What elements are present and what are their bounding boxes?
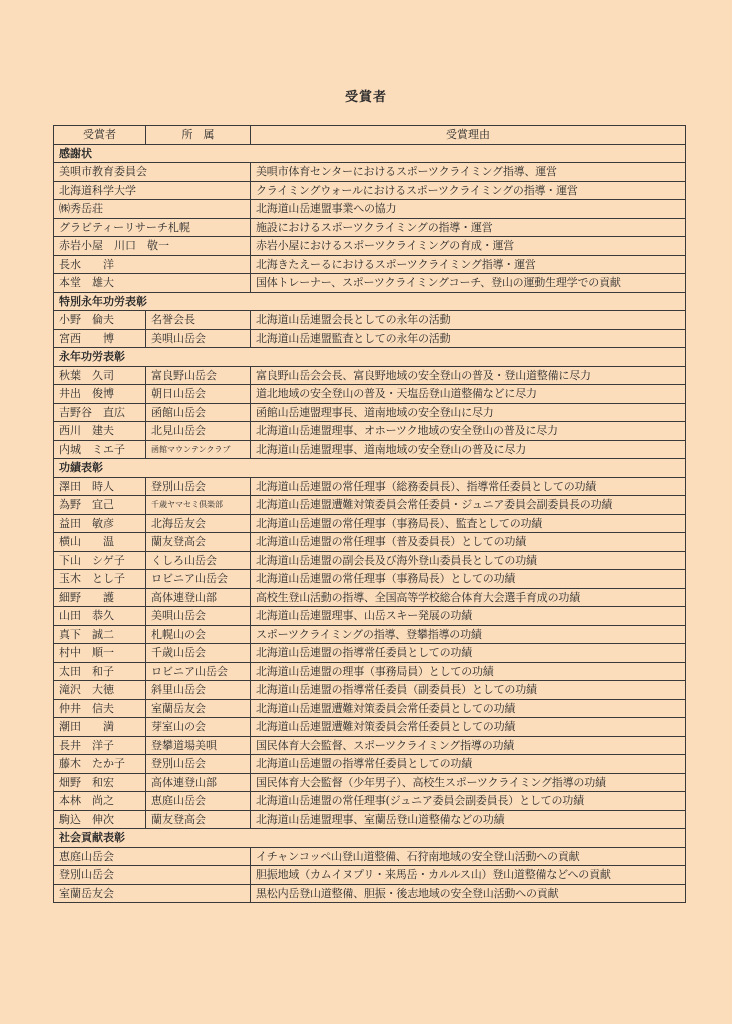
header-reason: 受賞理由 [251, 126, 686, 145]
table-row [54, 792, 686, 811]
table-row [54, 403, 686, 422]
affiliation-cell: ロビニア山岳会 [146, 662, 251, 681]
affiliation-cell: 千歳山岳会 [146, 644, 251, 663]
table-row [54, 884, 686, 903]
recipient-cell: 太田 和子 [54, 662, 146, 681]
reason-cell: 北海道山岳連盟事業への協力 [251, 200, 686, 219]
section-header-row [54, 144, 686, 163]
reason-cell: 北海道山岳連盟の指導常任委員としての功績 [251, 755, 686, 774]
recipient-cell: グラビティーリサーチ札幌 [54, 218, 251, 237]
affiliation-cell: 高体連登山部 [146, 588, 251, 607]
affiliation-cell: 恵庭山岳会 [146, 792, 251, 811]
affiliation-cell: 名誉会長 [146, 311, 251, 330]
recipient-cell: 滝沢 大徳 [54, 681, 146, 700]
recipient-cell: 長水 洋 [54, 255, 251, 274]
recipient-cell: 登別山岳会 [54, 866, 251, 885]
recipient-cell: 宮西 博 [54, 329, 146, 348]
table-row [54, 496, 686, 515]
table-row [54, 662, 686, 681]
recipient-cell: 仲井 信夫 [54, 699, 146, 718]
awards-table [53, 125, 686, 903]
reason-cell: 北海道山岳連盟遭難対策委員会常任委員としての功績 [251, 718, 686, 737]
table-row [54, 810, 686, 829]
recipient-cell: 藤木 たか子 [54, 755, 146, 774]
affiliation-cell: 登別山岳会 [146, 755, 251, 774]
page-title: 受賞者 [344, 90, 387, 105]
reason-cell: 黒松内岳登山道整備、胆振・後志地域の安全登山活動への貢献 [251, 884, 686, 903]
table-row [54, 570, 686, 589]
recipient-cell: 玉木 とし子 [54, 570, 146, 589]
table-row [54, 218, 686, 237]
table-row [54, 736, 686, 755]
recipient-cell: ㈱秀岳荘 [54, 200, 251, 219]
recipient-cell: 小野 倫夫 [54, 311, 146, 330]
reason-cell: 北海道山岳連盟の理事（事務局員）としての功績 [251, 662, 686, 681]
recipient-cell: 村中 順一 [54, 644, 146, 663]
awards-table-body [54, 144, 686, 903]
table-row [54, 773, 686, 792]
affiliation-cell: 蘭友登高会 [146, 533, 251, 552]
recipient-cell: 本林 尚之 [54, 792, 146, 811]
table-row [54, 681, 686, 700]
recipient-cell: 秋葉 久司 [54, 366, 146, 385]
affiliation-cell: 美唄山岳会 [146, 607, 251, 626]
recipient-cell: 室蘭岳友会 [54, 884, 251, 903]
affiliation-cell: 北海岳友会 [146, 514, 251, 533]
affiliation-cell: 北見山岳会 [146, 422, 251, 441]
recipient-cell: 下山 シゲ子 [54, 551, 146, 570]
reason-cell: 美唄市体育センターにおけるスポーツクライミング指導、運営 [251, 163, 686, 182]
table-row [54, 311, 686, 330]
table-row [54, 514, 686, 533]
table-row [54, 755, 686, 774]
section-header-row [54, 348, 686, 367]
reason-cell: 胆振地域（カムイヌプリ・来馬岳・カルルス山）登山道整備などへの貢献 [251, 866, 686, 885]
recipient-cell: 赤岩小屋 川口 敬一 [54, 237, 251, 256]
table-row [54, 625, 686, 644]
recipient-cell: 駒込 伸次 [54, 810, 146, 829]
recipient-cell: 長井 洋子 [54, 736, 146, 755]
reason-cell: 北海道山岳連盟の常任理事（総務委員長）、指導常任委員としての功績 [251, 477, 686, 496]
reason-cell: 国民体育大会監督、スポーツクライミング指導の功績 [251, 736, 686, 755]
affiliation-cell: 富良野山岳会 [146, 366, 251, 385]
table-row [54, 200, 686, 219]
reason-cell: 北海道山岳連盟監査としての永年の活動 [251, 329, 686, 348]
section-header-row [54, 459, 686, 478]
affiliation-cell: 函館マウンテンクラブ [146, 440, 251, 459]
recipient-cell: 内城 ミエ子 [54, 440, 146, 459]
table-header-row [54, 126, 686, 145]
affiliation-cell: 室蘭岳友会 [146, 699, 251, 718]
table-row [54, 255, 686, 274]
recipient-cell: 井出 俊博 [54, 385, 146, 404]
recipient-cell: 細野 護 [54, 588, 146, 607]
reason-cell: 国民体育大会監督（少年男子）、高校生スポーツクライミング指導の功績 [251, 773, 686, 792]
table-row [54, 440, 686, 459]
section-title: 感謝状 [54, 144, 686, 163]
affiliation-cell: 高体連登山部 [146, 773, 251, 792]
recipient-cell: 為野 宜己 [54, 496, 146, 515]
recipient-cell: 吉野谷 直広 [54, 403, 146, 422]
recipient-cell: 美唄市教育委員会 [54, 163, 251, 182]
reason-cell: 施設におけるスポーツクライミングの指導・運営 [251, 218, 686, 237]
reason-cell: クライミングウォールにおけるスポーツクライミングの指導・運営 [251, 181, 686, 200]
section-title: 永年功労表彰 [54, 348, 686, 367]
recipient-cell: 横山 温 [54, 533, 146, 552]
table-row [54, 588, 686, 607]
table-row [54, 699, 686, 718]
affiliation-cell: 登別山岳会 [146, 477, 251, 496]
reason-cell: 高校生登山活動の指導、全国高等学校総合体育大会選手育成の功績 [251, 588, 686, 607]
recipient-cell: 山田 恭久 [54, 607, 146, 626]
table-row [54, 866, 686, 885]
reason-cell: イチャンコッペ山登山道整備、石狩南地域の安全登山活動への貢献 [251, 847, 686, 866]
reason-cell: 北海道山岳連盟理事、オホーツク地域の安全登山の普及に尽力 [251, 422, 686, 441]
table-row [54, 644, 686, 663]
recipient-cell: 真下 誠二 [54, 625, 146, 644]
reason-cell: 北海道山岳連盟理事、室蘭岳登山道整備などの功績 [251, 810, 686, 829]
table-row [54, 607, 686, 626]
affiliation-cell: ロビニア山岳会 [146, 570, 251, 589]
reason-cell: 北海道山岳連盟の常任理事（普及委員長）としての功績 [251, 533, 686, 552]
reason-cell: 北海道山岳連盟の指導常任委員（副委員長）としての功績 [251, 681, 686, 700]
affiliation-cell: くしろ山岳会 [146, 551, 251, 570]
reason-cell: 函館山岳連盟理事長、道南地域の安全登山に尽力 [251, 403, 686, 422]
recipient-cell: 潮田 満 [54, 718, 146, 737]
reason-cell: 国体トレーナー、スポーツクライミングコーチ、登山の運動生理学での貢献 [251, 274, 686, 293]
recipient-cell: 本堂 雄大 [54, 274, 251, 293]
reason-cell: 赤岩小屋におけるスポーツクライミングの育成・運営 [251, 237, 686, 256]
reason-cell: 北海道山岳連盟遭難対策委員会常任委員としての功績 [251, 699, 686, 718]
recipient-cell: 畑野 和宏 [54, 773, 146, 792]
section-title: 功績表彰 [54, 459, 686, 478]
affiliation-cell: 登攀道場美唄 [146, 736, 251, 755]
section-header-row [54, 292, 686, 311]
reason-cell: 北海道山岳連盟理事、道南地域の安全登山の普及に尽力 [251, 440, 686, 459]
affiliation-cell: 札幌山の会 [146, 625, 251, 644]
table-row [54, 477, 686, 496]
table-row [54, 385, 686, 404]
affiliation-cell: 美唄山岳会 [146, 329, 251, 348]
table-row [54, 163, 686, 182]
header-affiliation: 所 属 [146, 126, 251, 145]
section-header-row [54, 829, 686, 848]
recipient-cell: 澤田 時人 [54, 477, 146, 496]
table-row [54, 329, 686, 348]
recipient-cell: 恵庭山岳会 [54, 847, 251, 866]
reason-cell: 北海道山岳連盟の常任理事(ジュニア委員会副委員長）としての功績 [251, 792, 686, 811]
affiliation-cell: 千歳ヤマセミ倶楽部 [146, 496, 251, 515]
table-row [54, 274, 686, 293]
table-row [54, 847, 686, 866]
table-row [54, 533, 686, 552]
table-row [54, 422, 686, 441]
recipient-cell: 西川 建夫 [54, 422, 146, 441]
reason-cell: 北海道山岳連盟理事、山岳スキー発展の功績 [251, 607, 686, 626]
reason-cell: 道北地域の安全登山の普及・天塩岳登山道整備などに尽力 [251, 385, 686, 404]
reason-cell: 富良野山岳会会長、富良野地域の安全登山の普及・登山道整備に尽力 [251, 366, 686, 385]
reason-cell: 北海道山岳連盟遭難対策委員会常任委員・ジュニア委員会副委員長の功績 [251, 496, 686, 515]
table-row [54, 718, 686, 737]
affiliation-cell: 芽室山の会 [146, 718, 251, 737]
affiliation-cell: 斜里山岳会 [146, 681, 251, 700]
reason-cell: 北海道山岳連盟の常任理事（事務局長）、監査としての功績 [251, 514, 686, 533]
section-title: 社会貢献表彰 [54, 829, 686, 848]
reason-cell: スポーツクライミングの指導、登攀指導の功績 [251, 625, 686, 644]
recipient-cell: 北海道科学大学 [54, 181, 251, 200]
header-recipient: 受賞者 [54, 126, 146, 145]
reason-cell: 北海道山岳連盟の副会長及び海外登山委員長としての功績 [251, 551, 686, 570]
table-row [54, 366, 686, 385]
reason-cell: 北海道山岳連盟の指導常任委員としての功績 [251, 644, 686, 663]
reason-cell: 北海きたえーるにおけるスポーツクライミング指導・運営 [251, 255, 686, 274]
reason-cell: 北海道山岳連盟の常任理事（事務局長）としての功績 [251, 570, 686, 589]
affiliation-cell: 朝日山岳会 [146, 385, 251, 404]
affiliation-cell: 函館山岳会 [146, 403, 251, 422]
recipient-cell: 益田 敏彦 [54, 514, 146, 533]
reason-cell: 北海道山岳連盟会長としての永年の活動 [251, 311, 686, 330]
table-row [54, 551, 686, 570]
affiliation-cell: 蘭友登高会 [146, 810, 251, 829]
table-row [54, 181, 686, 200]
section-title: 特別永年功労表彰 [54, 292, 686, 311]
table-row [54, 237, 686, 256]
